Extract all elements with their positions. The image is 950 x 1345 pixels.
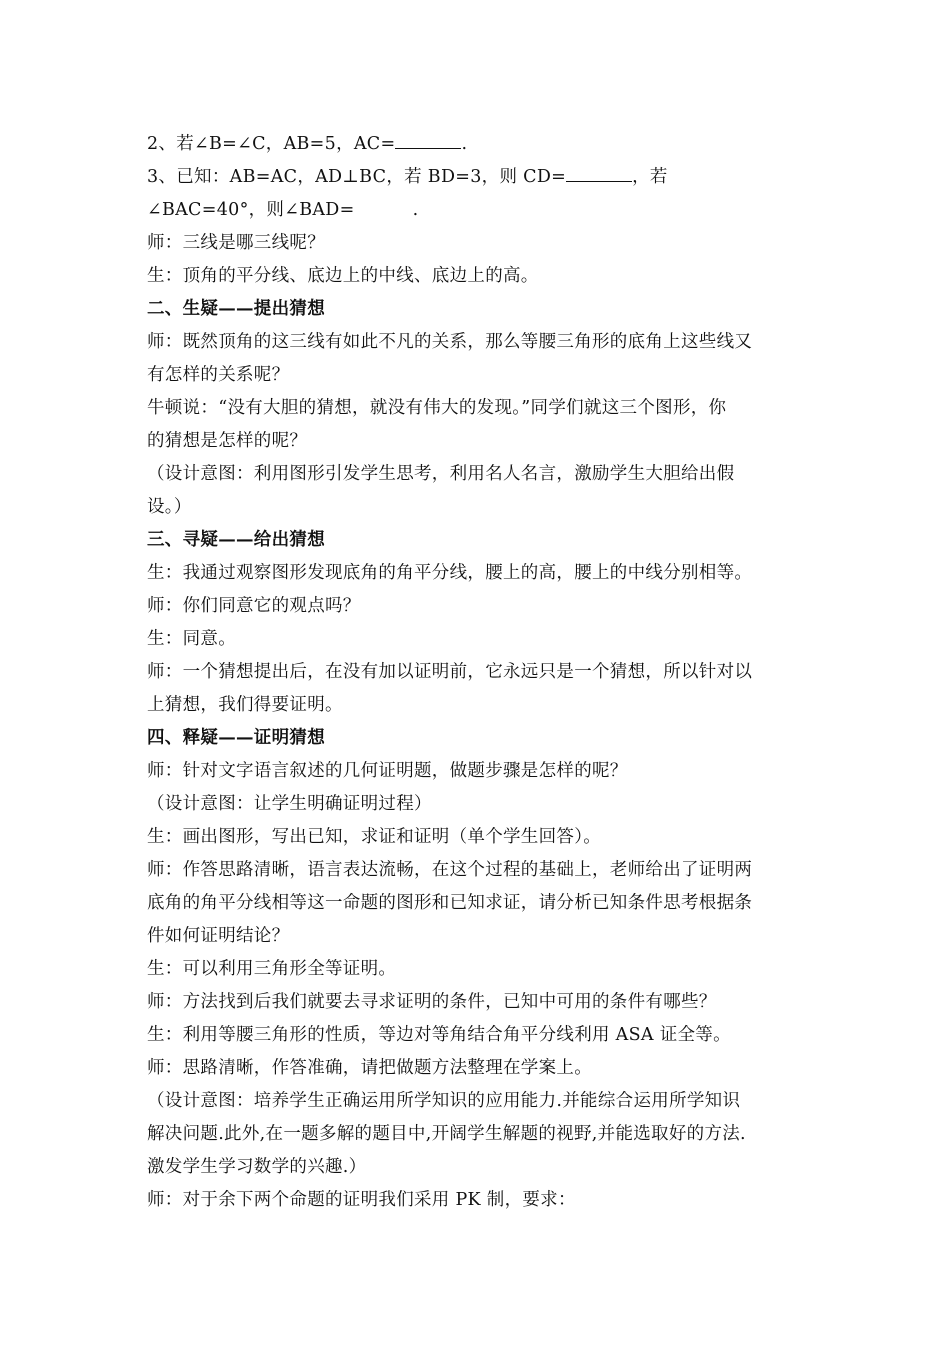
answer-blank-ac [395,128,461,149]
paragraph-line: 生：顶角的平分线、底边上的中线、底边上的高。 [147,266,539,286]
design-note: （设计意图：培养学生正确运用所学知识的应用能力.并能综合运用所学知识 [147,1091,741,1111]
paragraph-line: 的猜想是怎样的呢？ [147,431,308,451]
section-heading-2: 二、生疑——提出猜想 [147,299,325,319]
paragraph-line: 底角的角平分线相等这一命题的图形和已知求证，请分析已知条件思考根据条 [147,893,753,913]
paragraph-line: 件如何证明结论？ [147,926,290,946]
paragraph-line: 师：一个猜想提出后，在没有加以证明前，它永远只是一个猜想，所以针对以 [147,662,753,682]
design-note: 设。） [147,497,192,517]
paragraph-line: 师：思路清晰，作答准确，请把做题方法整理在学案上。 [147,1058,592,1078]
paragraph-line: 上猜想，我们得要证明。 [147,695,343,715]
design-note: 激发学生学习数学的兴趣.） [147,1157,367,1177]
paragraph-line: 生：利用等腰三角形的性质，等边对等角结合角平分线利用 ASA 证全等。 [147,1025,731,1045]
section-heading-4: 四、释疑——证明猜想 [147,728,325,748]
section-heading-3: 三、寻疑——给出猜想 [147,530,325,550]
question-3-continued: ∠BAC=40°，则∠BAD= . [147,200,419,220]
paragraph-line: 生：我通过观察图形发现底角的角平分线，腰上的高，腰上的中线分别相等。 [147,563,753,583]
paragraph-line: 有怎样的关系呢？ [147,365,290,385]
answer-blank-cd [566,161,632,182]
document-page [147,128,807,1217]
design-note: 解决问题.此外,在一题多解的题目中,开阔学生解题的视野,并能选取好的方法. [147,1124,746,1144]
question-2: 2、若∠B=∠C，AB=5，AC= . [147,128,807,161]
design-note: （设计意图：让学生明确证明过程） [147,794,432,814]
paragraph-line: 师：针对文字语言叙述的几何证明题，做题步骤是怎样的呢？ [147,761,628,781]
paragraph-line: 生：可以利用三角形全等证明。 [147,959,397,979]
paragraph-line: 师：三线是哪三线呢？ [147,233,325,253]
paragraph-line: 师：你们同意它的观点吗？ [147,596,361,616]
paragraph-line: 师：作答思路清晰，语言表达流畅，在这个过程的基础上，老师给出了证明两 [147,860,753,880]
paragraph-line: 师：方法找到后我们就要去寻求证明的条件，已知中可用的条件有哪些？ [147,992,717,1012]
design-note: （设计意图：利用图形引发学生思考，利用名人名言，激励学生大胆给出假 [147,464,735,484]
paragraph-line: 生：画出图形，写出已知，求证和证明（单个学生回答）。 [147,827,602,847]
paragraph-line: 牛顿说：“没有大胆的猜想，就没有伟大的发现。”同学们就这三个图形，你 [147,398,727,418]
paragraph-line: 师：对于余下两个命题的证明我们采用 PK 制，要求： [147,1190,576,1210]
paragraph-line: 生：同意。 [147,629,236,649]
question-3: 3、已知：AB=AC，AD⊥BC，若 BD=3，则 CD= ，若 [147,161,807,194]
paragraph-line: 师：既然顶角的这三线有如此不凡的关系，那么等腰三角形的底角上这些线又 [147,332,753,352]
